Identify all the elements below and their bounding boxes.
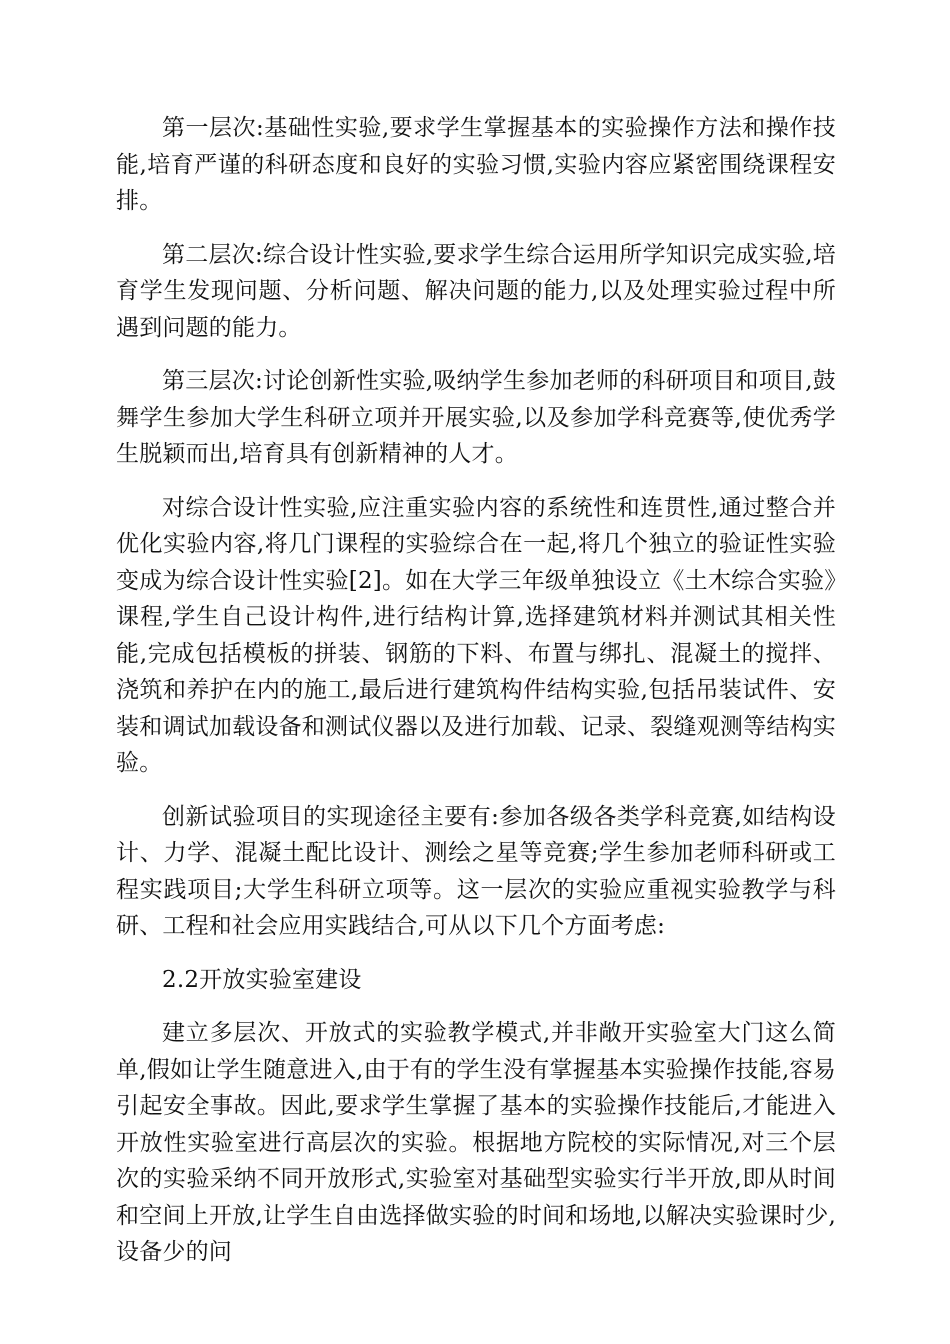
paragraph-level-two: 第二层次:综合设计性实验,要求学生综合运用所学知识完成实验,培育学生发现问题、分析问题、解决问题的能力,以及处理实验过程中所遇到问题的能力。	[116, 241, 836, 341]
paragraph-level-three: 第三层次:讨论创新性实验,吸纳学生参加老师的科研项目和项目,鼓舞学生参加大学生科研立项并开展实验,以及参加学科竞赛等,使优秀学生脱颖而出,培育具有创新精神的人才。	[116, 368, 836, 467]
paragraph-open-lab-construction: 建立多层次、开放式的实验教学模式,并非敞开实验室大门这么简单,假如让学生随意进入,由于有的学生没有掌握基本实验操作技能,容易引起安全事故。因此,要求学生掌握了基本的实验操作技能后,才能进入开放性实验室进行高层次的实验。根据地方院校的实际情况,对三个层次的实验采纳不同开放形式,实验室对基础型实验实行半开放,即从时间和空间上开放,让学生自由选择做实验的时间和场地,以解决实验课时少,设备少的问	[116, 1020, 836, 1265]
document-page	[116, 110, 836, 1288]
section-heading-open-lab: 2.2开放实验室建设	[162, 966, 362, 993]
paragraph-level-one: 第一层次:基础性实验,要求学生掌握基本的实验操作方法和操作技能,培育严谨的科研态度和良好的实验习惯,实验内容应紧密围绕课程安排。	[116, 115, 836, 214]
paragraph-comprehensive-design: 对综合设计性实验,应注重实验内容的系统性和连贯性,通过整合并优化实验内容,将几门课程的实验综合在一起,将几个独立的验证性实验变成为综合设计性实验[2]。如在大学三年级单独设立《土木综合实验》课程,学生自己设计构件,进行结构计算,选择建筑材料并测试其相关性能,完成包括模板的拼装、钢筋的下料、布置与绑扎、混凝土的搅拌、浇筑和养护在内的施工,最后进行建筑构件结构实验,包括吊装试件、安装和调试加载设备和测试仪器以及进行加载、记录、裂缝观测等结构实验。	[116, 494, 836, 776]
paragraph-innovation-approaches: 创新试验项目的实现途径主要有:参加各级各类学科竞赛,如结构设计、力学、混凝土配比设计、测绘之星等竞赛;学生参加老师科研或工程实践项目;大学生科研立项等。这一层次的实验应重视实验教学与科研、工程和社会应用实践结合,可从以下几个方面考虑:	[116, 803, 836, 939]
